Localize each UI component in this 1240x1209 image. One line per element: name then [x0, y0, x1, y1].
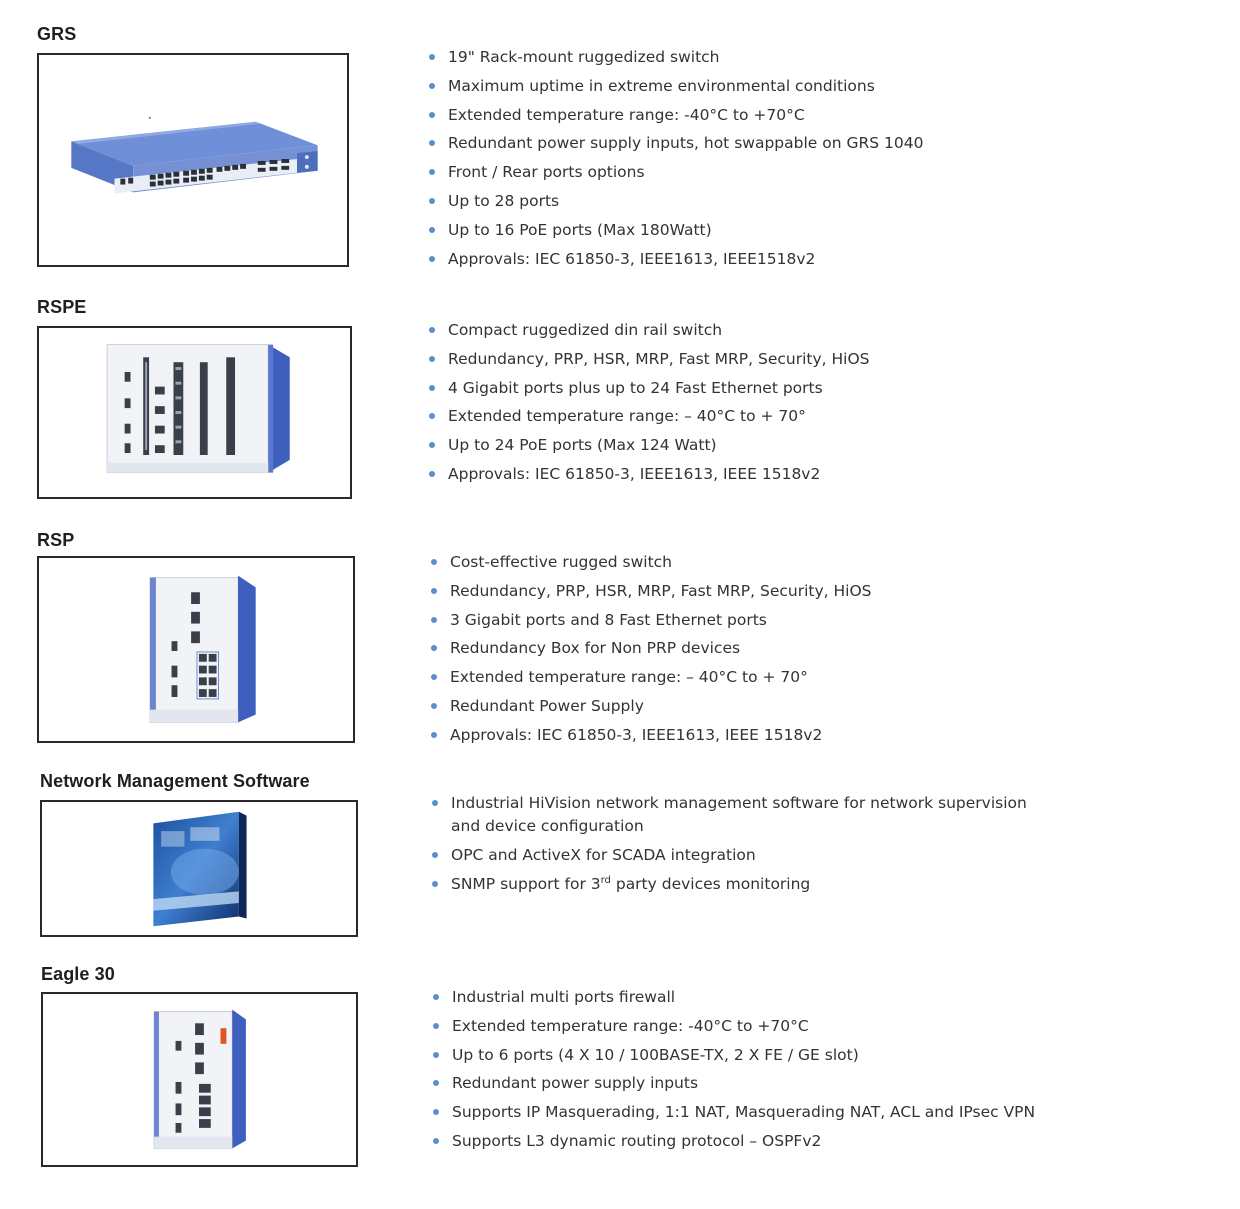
feature-item: Supports L3 dynamic routing protocol – OSPFv2: [432, 1127, 1035, 1156]
feature-item: Extended temperature range: -40°C to +70°C: [428, 101, 923, 130]
feature-item: Extended temperature range: – 40°C to + 70°: [430, 663, 872, 692]
feature-text: party devices monitoring: [610, 874, 811, 893]
rack-switch-icon: [39, 55, 347, 265]
feature-item: Up to 16 PoE ports (Max 180Watt): [428, 216, 923, 245]
product-image-box: [37, 326, 352, 499]
feature-list: [432, 983, 1035, 1156]
product-title: Eagle 30: [41, 964, 115, 984]
feature-item: Extended temperature range: – 40°C to + 70°: [428, 402, 870, 431]
feature-item: Approvals: IEC 61850-3, IEEE1613, IEEE1518v2: [428, 245, 923, 274]
feature-item: Up to 24 PoE ports (Max 124 Watt): [428, 431, 870, 460]
feature-item: 4 Gigabit ports plus up to 24 Fast Ethernet ports: [428, 374, 870, 403]
product-image-box: [41, 992, 358, 1167]
product-title: RSP: [37, 530, 75, 550]
feature-item: Maximum uptime in extreme environmental conditions: [428, 72, 923, 101]
feature-item: Compact ruggedized din rail switch: [428, 316, 870, 345]
feature-item: OPC and ActiveX for SCADA integration: [431, 841, 1031, 870]
product-title: RSPE: [37, 297, 87, 317]
feature-list: [431, 789, 1031, 899]
feature-item: 19" Rack-mount ruggedized switch: [428, 43, 923, 72]
product-image-box: [40, 800, 358, 937]
feature-item: Approvals: IEC 61850-3, IEEE1613, IEEE 1518v2: [430, 721, 872, 750]
feature-item: Redundancy, PRP, HSR, MRP, Fast MRP, Security, HiOS: [430, 577, 872, 606]
feature-item: [431, 870, 1031, 899]
feature-item: Redundant Power Supply: [430, 692, 872, 721]
product-title: GRS: [37, 24, 77, 44]
feature-item: Front / Rear ports options: [428, 158, 923, 187]
feature-item: Industrial multi ports firewall: [432, 983, 1035, 1012]
product-image-box: [37, 53, 349, 267]
feature-list: [428, 43, 923, 273]
ordinal-suffix: rd: [600, 874, 611, 886]
feature-item: Redundancy Box for Non PRP devices: [430, 634, 872, 663]
feature-item: Redundant power supply inputs, hot swappable on GRS 1040: [428, 129, 923, 158]
feature-list: [430, 548, 872, 750]
feature-item: Extended temperature range: -40°C to +70°C: [432, 1012, 1035, 1041]
feature-item: Industrial HiVision network management software for network supervision and device configuration: [431, 789, 1031, 841]
feature-item: Up to 28 ports: [428, 187, 923, 216]
product-title: Network Management Software: [40, 771, 310, 791]
firewall-device-icon: [43, 994, 356, 1165]
feature-item: Redundant power supply inputs: [432, 1069, 1035, 1098]
feature-item: Cost-effective rugged switch: [430, 548, 872, 577]
feature-item: Up to 6 ports (4 X 10 / 100BASE-TX, 2 X FE / GE slot): [432, 1041, 1035, 1070]
software-box-icon: [42, 802, 356, 935]
din-rail-switch-icon: [39, 558, 353, 741]
feature-list: [428, 316, 870, 489]
feature-item: 3 Gigabit ports and 8 Fast Ethernet ports: [430, 606, 872, 635]
feature-item: Supports IP Masquerading, 1:1 NAT, Masquerading NAT, ACL and IPsec VPN: [432, 1098, 1035, 1127]
din-rail-switch-icon: [39, 328, 350, 497]
product-image-box: [37, 556, 355, 743]
feature-item: Redundancy, PRP, HSR, MRP, Fast MRP, Security, HiOS: [428, 345, 870, 374]
feature-text: SNMP support for 3: [451, 874, 601, 893]
feature-item: Approvals: IEC 61850-3, IEEE1613, IEEE 1518v2: [428, 460, 870, 489]
